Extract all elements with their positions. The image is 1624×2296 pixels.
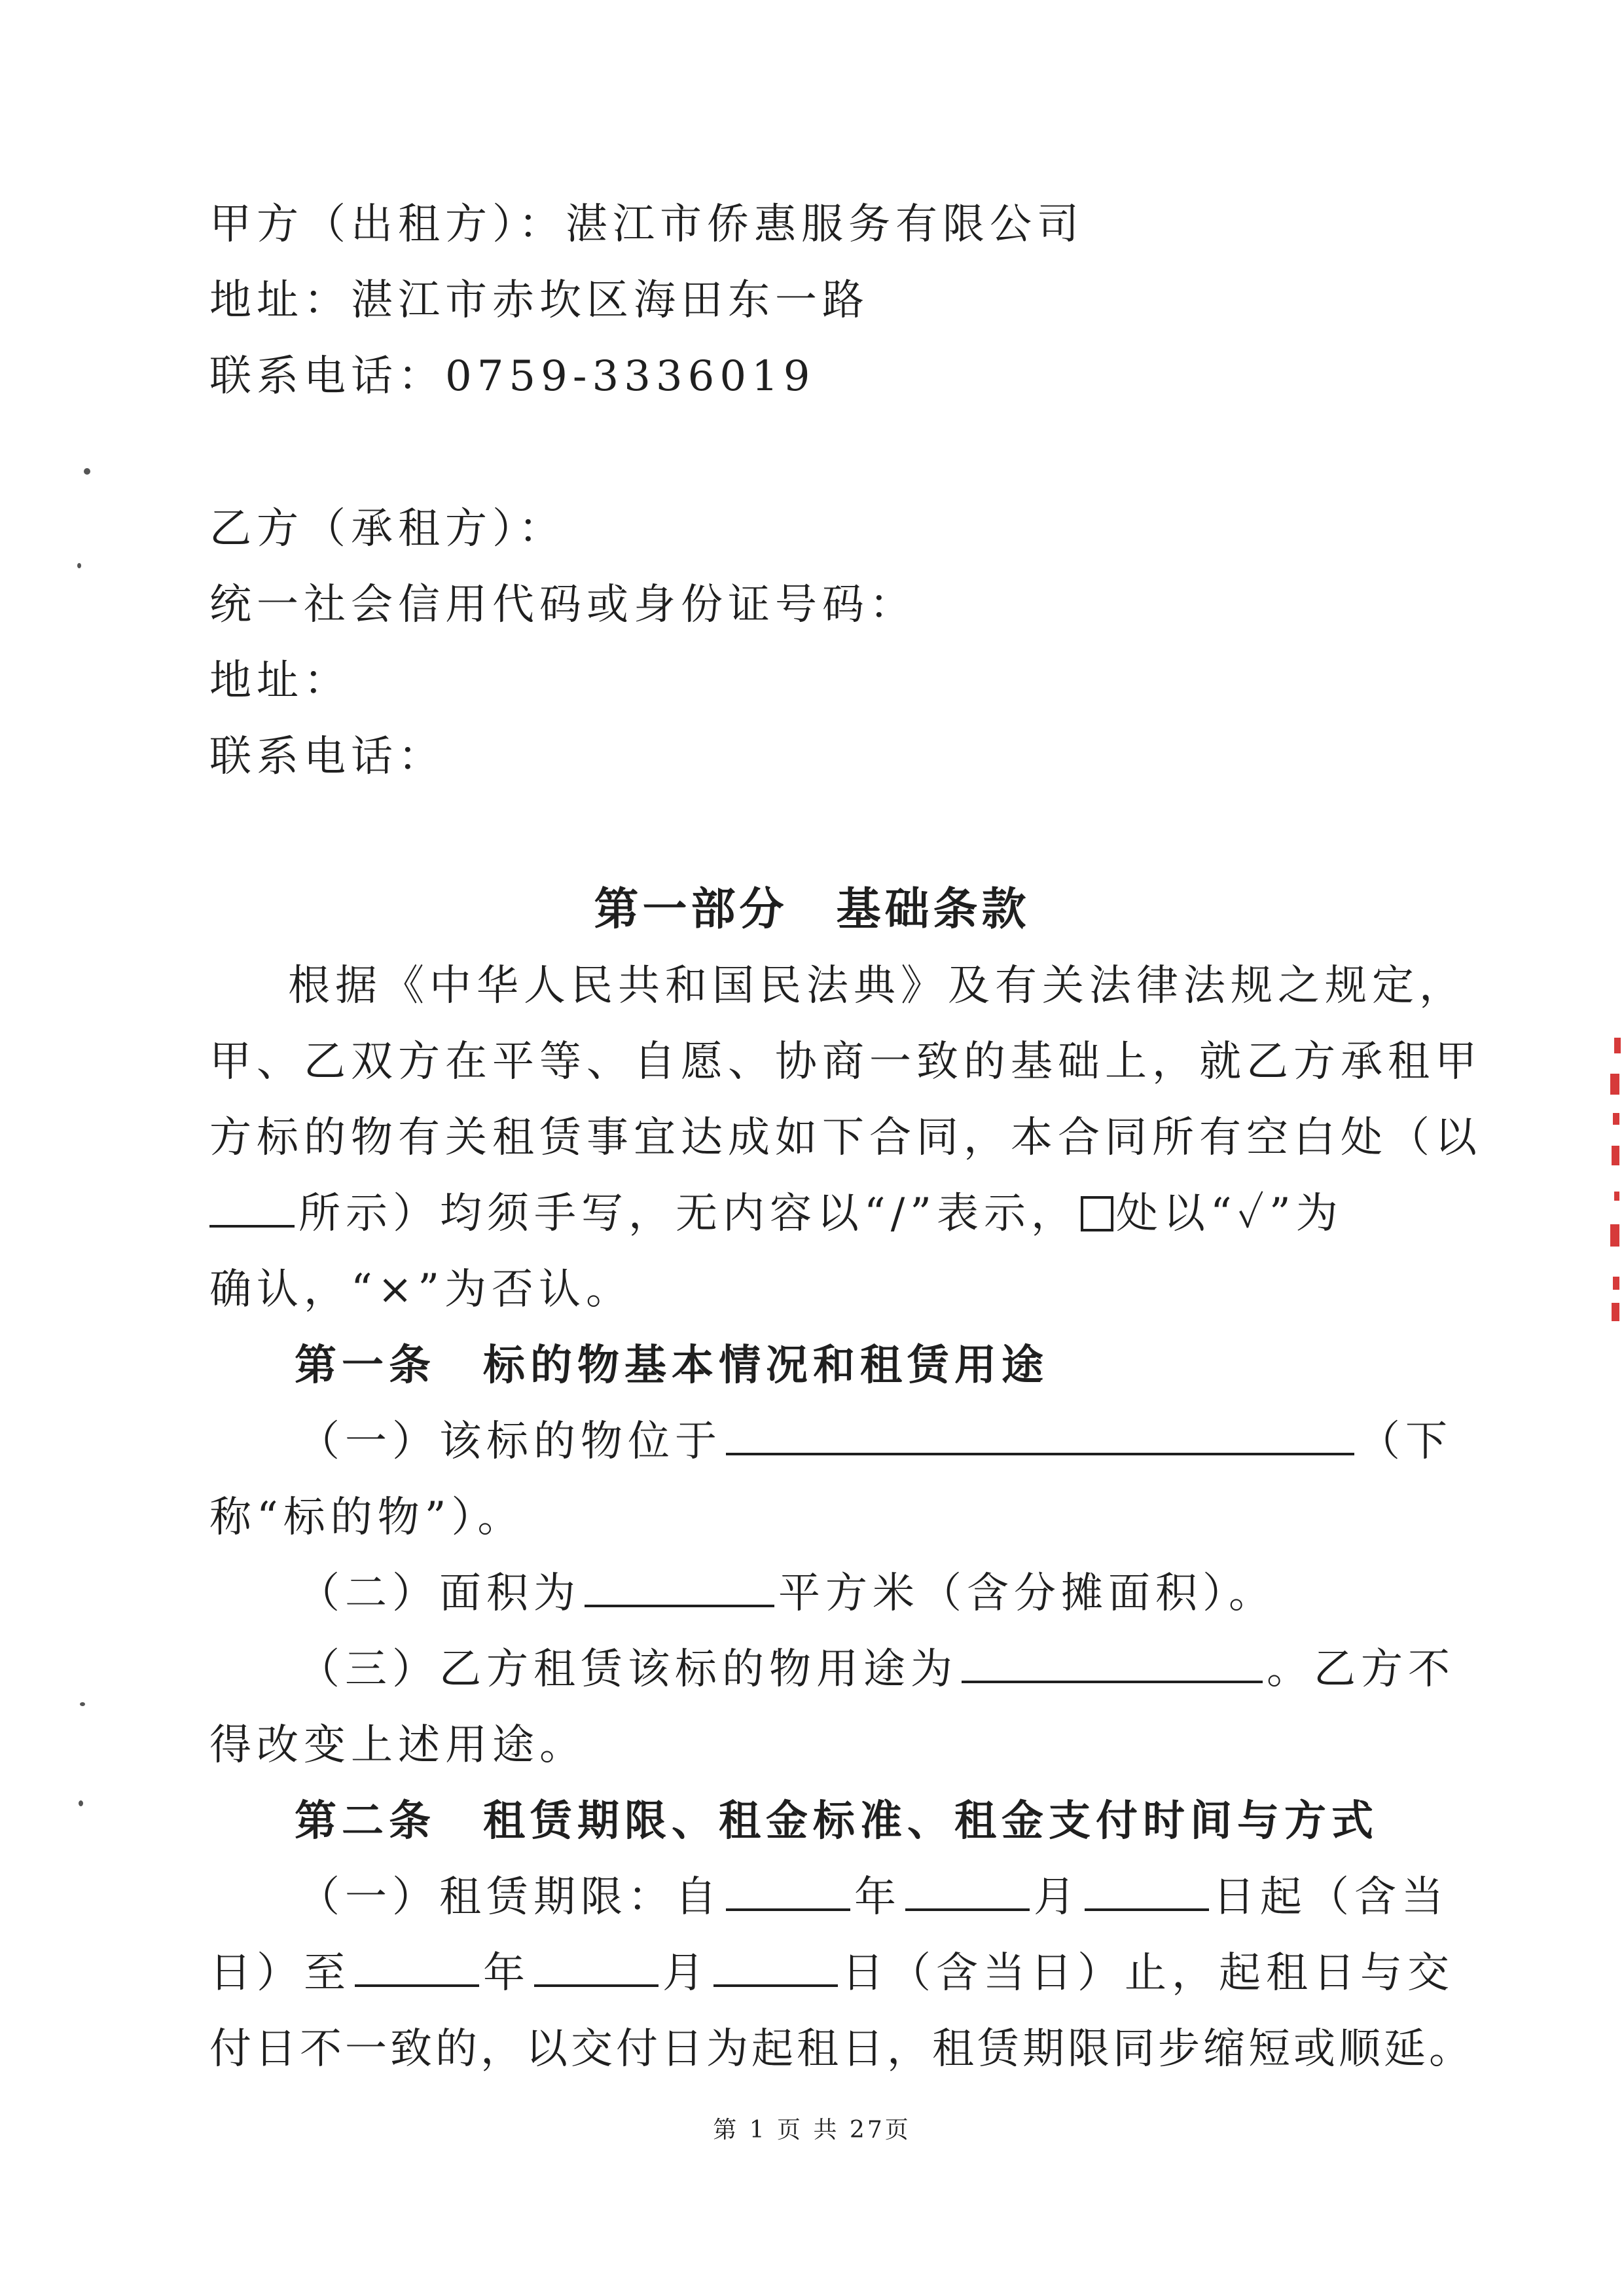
intro-line-1: 根据《中华人民共和国民法典》及有关法律法规之规定， bbox=[288, 962, 1466, 1010]
end-day-blank bbox=[713, 1946, 838, 1987]
article-1-item-2b: 平方米（含分摊面积）。 bbox=[778, 1569, 1276, 1618]
article-1-item-3b: 。乙方不 bbox=[1267, 1645, 1455, 1694]
article-1-title: 第一条 标的物基本情况和租赁用途 bbox=[295, 1341, 1049, 1390]
end-month-label: 月 bbox=[662, 1949, 710, 1997]
end-day-label: 日（含当日）止，起租日与交 bbox=[842, 1949, 1454, 1997]
article-1-item-1c: 称“标的物”）。 bbox=[209, 1493, 525, 1542]
article-1-item-1a: （一）该标的物位于 bbox=[298, 1417, 722, 1466]
start-year-label: 年 bbox=[854, 1873, 901, 1922]
article-2-item-1c: 付日不一致的，以交付日为起租日，租赁期限同步缩短或顺延。 bbox=[209, 2025, 1474, 2073]
article-1-item-3a: （三）乙方租赁该标的物用途为 bbox=[298, 1645, 958, 1694]
scan-speck bbox=[84, 468, 90, 475]
intro-line-4b: 处以“✓”为 bbox=[1116, 1190, 1343, 1238]
article-2-item-1b: 日）至 bbox=[209, 1949, 351, 1997]
article-1-item-1b: （下 bbox=[1358, 1417, 1453, 1466]
article-1-item-3c: 得改变上述用途。 bbox=[209, 1721, 586, 1770]
party-b-phone: 联系电话： bbox=[209, 733, 445, 781]
article-1-item-2 bbox=[298, 1556, 1496, 1631]
intro-line-3: 方标的物有关租赁事宜达成如下合同，本合同所有空白处（以 bbox=[209, 1114, 1482, 1162]
start-month-blank bbox=[905, 1870, 1030, 1911]
scan-speck bbox=[80, 1702, 85, 1706]
article-1-item-1 bbox=[298, 1404, 1496, 1480]
scan-speck bbox=[77, 563, 81, 568]
start-day-label: 日起（含当 bbox=[1213, 1873, 1449, 1922]
location-blank bbox=[726, 1415, 1354, 1455]
party-a-title: 甲方（出租方）：湛江市侨惠服务有限公司 bbox=[209, 200, 1084, 249]
party-b-address: 地址： bbox=[209, 657, 351, 705]
article-2-title: 第二条 租赁期限、租金标准、租金支付时间与方式 bbox=[295, 1797, 1379, 1846]
area-blank bbox=[585, 1567, 774, 1607]
intro-line-4a: 所示）均须手写，无内容以“/”表示， bbox=[298, 1190, 1078, 1238]
party-b-title: 乙方（承租方）： bbox=[209, 505, 566, 553]
article-1-item-3 bbox=[298, 1631, 1496, 1707]
article-1-item-2a: （二）面积为 bbox=[298, 1569, 581, 1618]
party-a-address: 地址：湛江市赤坎区海田东一路 bbox=[209, 276, 869, 325]
article-2-item-1 bbox=[298, 1859, 1496, 1935]
end-year-label: 年 bbox=[483, 1949, 530, 1997]
scan-speck bbox=[79, 1800, 83, 1806]
end-month-blank bbox=[534, 1946, 659, 1987]
page-number: 第 1 页 共 27页 bbox=[713, 2117, 911, 2143]
start-day-blank bbox=[1085, 1870, 1209, 1911]
article-2-item-1a: （一）租赁期限：自 bbox=[298, 1873, 722, 1922]
article-2-item-1-line-2 bbox=[209, 1935, 1454, 2011]
end-year-blank bbox=[355, 1946, 479, 1987]
intro-line-2: 甲、乙双方在平等、自愿、协商一致的基础上，就乙方承租甲 bbox=[209, 1038, 1482, 1086]
usage-blank bbox=[962, 1643, 1263, 1683]
section-heading: 第一部分 基础条款 bbox=[594, 884, 1030, 936]
start-month-label: 月 bbox=[1034, 1873, 1081, 1922]
intro-line-4 bbox=[209, 1176, 1407, 1252]
checkbox-icon bbox=[1081, 1196, 1113, 1231]
party-a-phone: 联系电话：0759-3336019 bbox=[209, 352, 816, 401]
start-year-blank bbox=[726, 1870, 850, 1911]
intro-line-5: 确认，“×”为否认。 bbox=[209, 1266, 634, 1314]
sample-blank bbox=[209, 1187, 295, 1228]
party-b-credit-code: 统一社会信用代码或身份证号码： bbox=[209, 581, 916, 629]
